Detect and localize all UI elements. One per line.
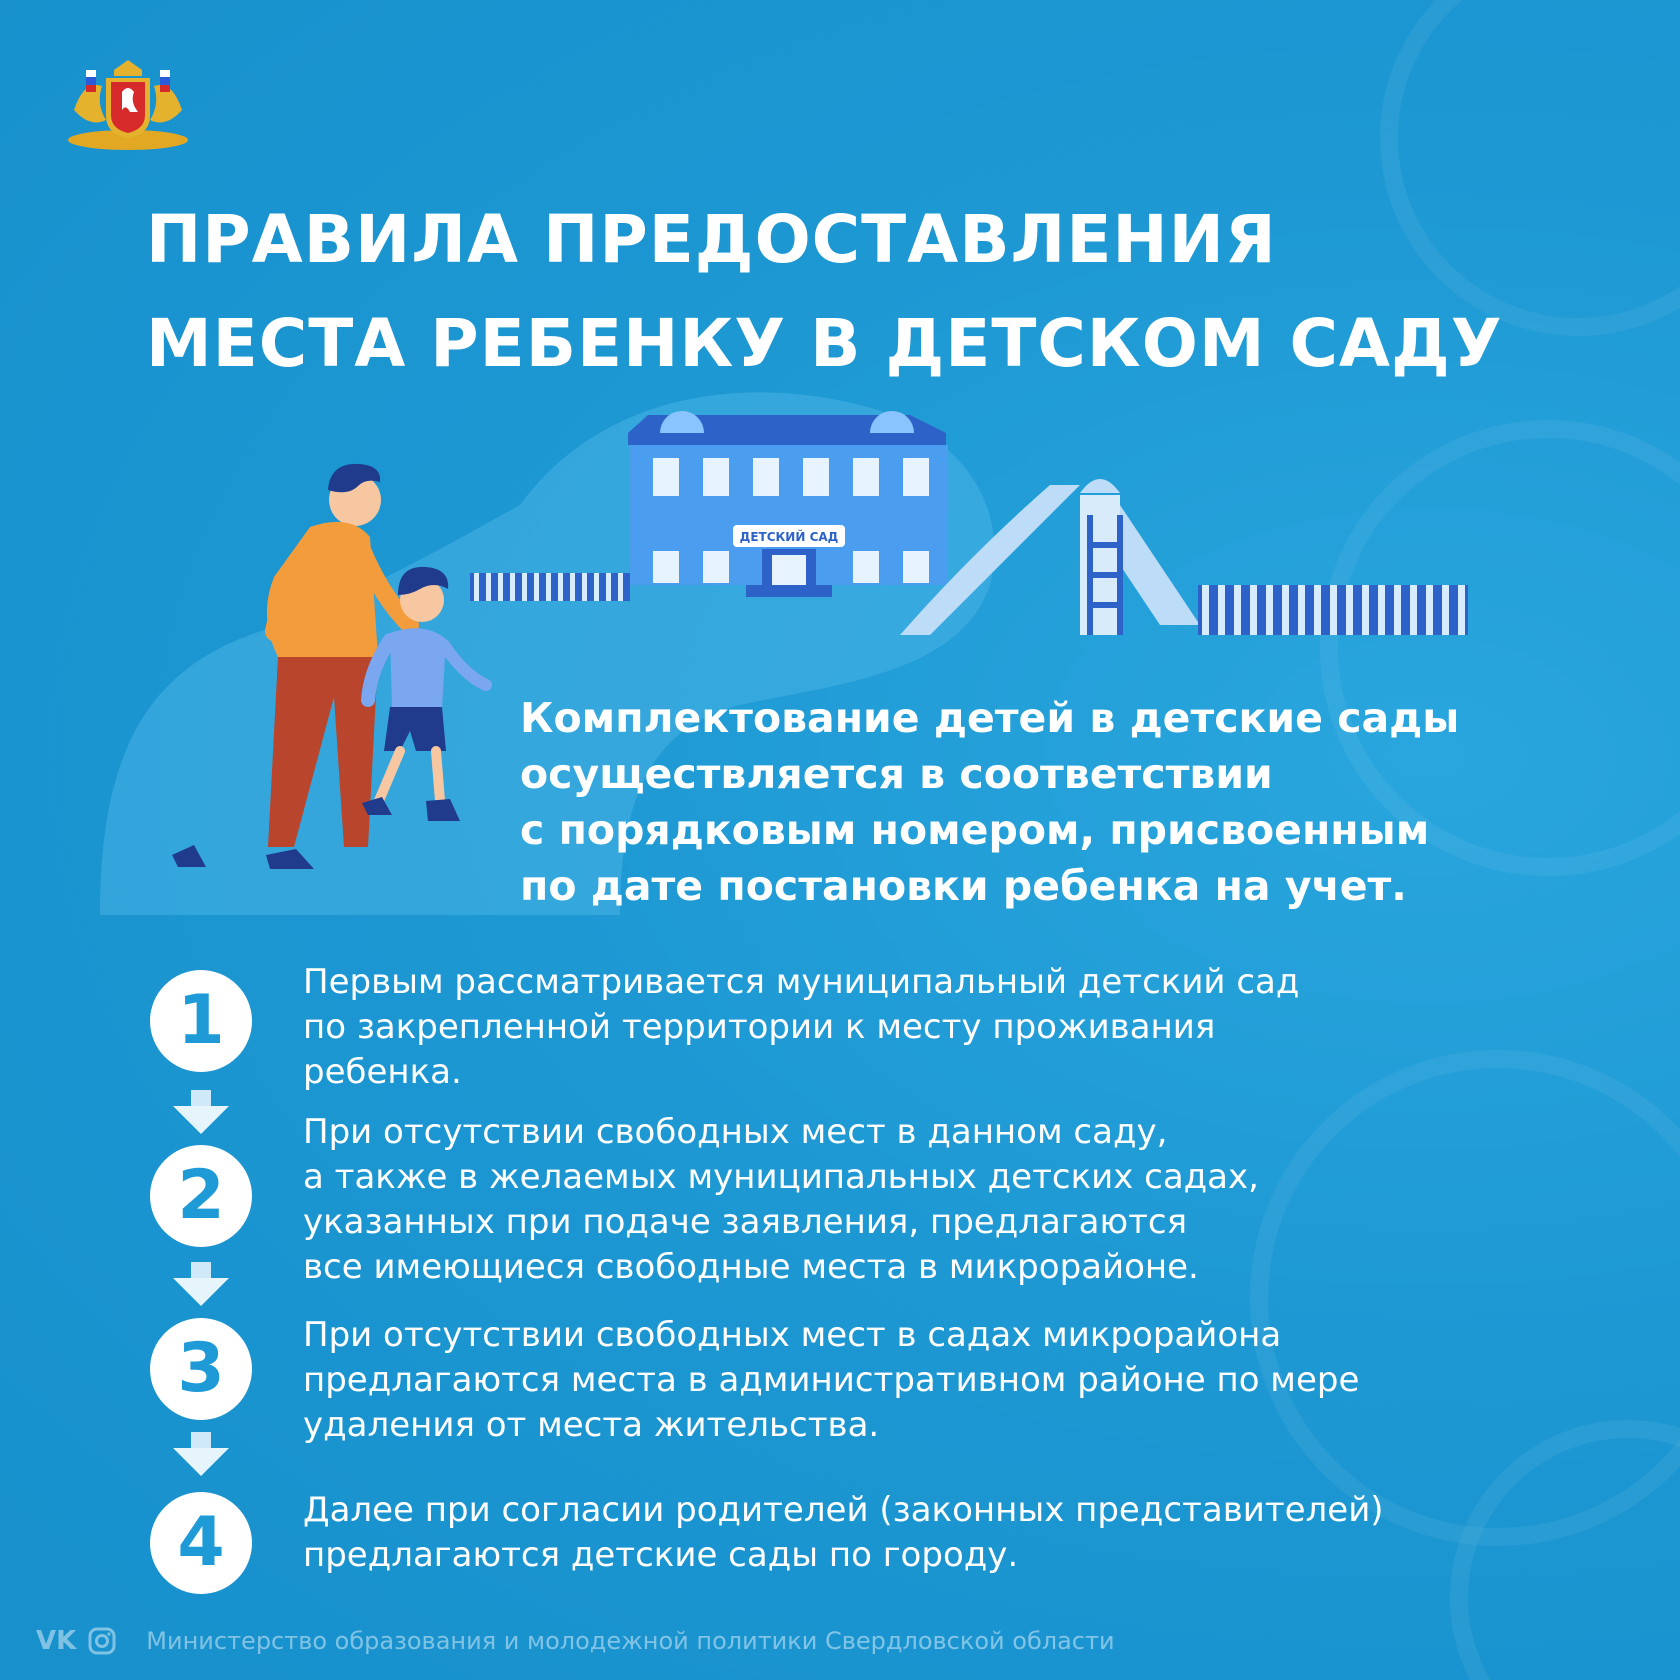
step-text bbox=[303, 1488, 1603, 1578]
instagram-icon[interactable] bbox=[88, 1627, 116, 1655]
footer bbox=[36, 1623, 1115, 1659]
page-title bbox=[146, 188, 1503, 396]
intro-line: осуществляется в соответствии bbox=[520, 750, 1273, 798]
step-text-line: по закрепленной территории к месту проживания bbox=[303, 1007, 1216, 1047]
footer-text: Министерство образования и молодежной политики Свердловской области bbox=[146, 1627, 1115, 1655]
step-text-line: указанных при подаче заявления, предлагаются bbox=[303, 1202, 1188, 1242]
step-text bbox=[303, 1110, 1603, 1290]
step-text-line: ребенка. bbox=[303, 1052, 462, 1092]
down-arrow-icon bbox=[173, 1090, 229, 1134]
fence-left bbox=[470, 573, 630, 601]
step-number-badge: 4 bbox=[150, 1492, 252, 1594]
step-text-line: удаления от места жительства. bbox=[303, 1405, 880, 1445]
step-text-line: При отсутствии свободных мест в садах микрорайона bbox=[303, 1315, 1282, 1355]
step-text bbox=[303, 960, 1603, 1095]
fence-right bbox=[1198, 585, 1468, 635]
intro-line: по дате постановки ребенка на учет. bbox=[520, 862, 1407, 910]
step-text bbox=[303, 1313, 1603, 1448]
step-text-line: все имеющиеся свободные места в микрорайоне. bbox=[303, 1247, 1199, 1287]
step-number-badge: 2 bbox=[150, 1145, 252, 1247]
down-arrow-icon bbox=[173, 1432, 229, 1476]
coat-of-arms-logo bbox=[66, 60, 190, 152]
step-number-badge: 3 bbox=[150, 1318, 252, 1420]
intro-paragraph bbox=[520, 690, 1640, 914]
step-text-line: предлагаются детские сады по городу. bbox=[303, 1535, 1019, 1575]
page-title-line: МЕСТА РЕБЕНКУ В ДЕТСКОМ САДУ bbox=[146, 305, 1503, 382]
down-arrow-icon bbox=[173, 1262, 229, 1306]
page-title-line: ПРАВИЛА ПРЕДОСТАВЛЕНИЯ bbox=[146, 201, 1277, 278]
intro-line: с порядковым номером, присвоенным bbox=[520, 806, 1430, 854]
building-sign: ДЕТСКИЙ САД bbox=[739, 530, 839, 544]
step-text-line: Далее при согласии родителей (законных представителей) bbox=[303, 1490, 1384, 1530]
step-text-line: а также в желаемых муниципальных детских садах, bbox=[303, 1157, 1259, 1197]
step-text-line: При отсутствии свободных мест в данном саду, bbox=[303, 1112, 1168, 1152]
vk-icon[interactable]: VK bbox=[36, 1626, 77, 1656]
kindergarten-building bbox=[628, 411, 948, 597]
step-text-line: Первым рассматривается муниципальный детский сад bbox=[303, 962, 1300, 1002]
intro-line: Комплектование детей в детские сады bbox=[520, 694, 1460, 742]
step-number-badge: 1 bbox=[150, 970, 252, 1072]
step-text-line: предлагаются места в административном районе по мере bbox=[303, 1360, 1360, 1400]
